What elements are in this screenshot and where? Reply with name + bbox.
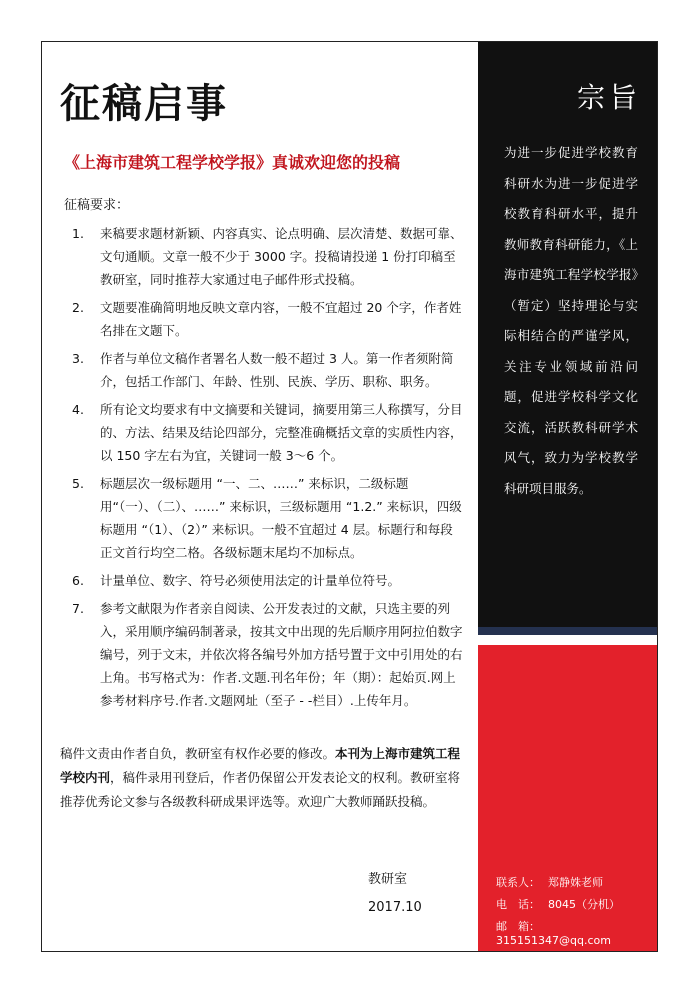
requirement-number: 5. bbox=[72, 476, 84, 491]
requirements-label: 征稿要求： bbox=[64, 198, 130, 213]
requirement-text-line: 文题要准确简明地反映文章内容，一般不宜超过 20 个字，作 bbox=[100, 300, 437, 315]
contact-email-row[interactable] bbox=[496, 918, 657, 947]
closing-text-3: 教研室将推荐优秀论文参与各级教科研成果评选等。欢迎广大教师踊跃投稿。 bbox=[60, 770, 461, 809]
requirement-text-line: 标题层次一级标题用 “一、二、……” 来标识，二级标题用 bbox=[100, 476, 409, 514]
requirement-text-line: 简介，包括工作部门、年龄、性别、民族、学历、职称、职务。 bbox=[100, 351, 454, 389]
closing-paragraph bbox=[60, 742, 468, 814]
contact-person-row bbox=[496, 874, 603, 890]
requirement-text-line: 四级标题用 “（1）、（2）” 来标识。一般不宜超过 4 层。标 bbox=[100, 499, 462, 537]
requirement-text-line: 者姓名排在文题下。 bbox=[100, 300, 462, 338]
navy-divider-bar bbox=[478, 627, 657, 635]
requirement-item bbox=[42, 472, 478, 564]
contact-email-label: 邮 箱： bbox=[496, 920, 540, 933]
contact-phone-label: 电 话： bbox=[496, 898, 540, 911]
requirement-number: 4. bbox=[72, 402, 84, 417]
contact-phone-row bbox=[496, 896, 620, 912]
requirement-item bbox=[42, 597, 478, 712]
requirement-text-line: 印稿至教研室，同时推荐大家通过电子邮件形式投稿。 bbox=[100, 249, 456, 287]
white-gap bbox=[478, 635, 657, 645]
purpose-panel bbox=[478, 42, 657, 627]
page-title: 征稿启事 bbox=[60, 81, 228, 127]
requirement-text-line: 来稿要求题材新颖、内容真实、论点明确、层次清楚、数据可 bbox=[100, 226, 438, 241]
requirements-list bbox=[42, 222, 478, 717]
requirement-text-line: 分目的、方法、结果及结论四部分，完整准确概括文章的实质 bbox=[100, 402, 463, 440]
requirement-text-line: 引用处的右上角。书写格式为：作者.文题.刊名年份；年 bbox=[100, 647, 463, 685]
requirement-text-line: “（一）、（二）、……” 来标识，三级标题用 “1.2.” 来标识， bbox=[112, 499, 437, 514]
contact-phone: 8045（分机） bbox=[548, 898, 620, 911]
requirement-item bbox=[42, 569, 478, 592]
department-signature: 教研室 bbox=[368, 872, 408, 887]
requirement-text-line: （期）：起始页.网上参考材料序号.作者.文题网址（至子 - - bbox=[100, 670, 456, 708]
requirement-text-line: 伯数字编号，列于文末，并依次将各编号外加方括号置于文中 bbox=[100, 624, 463, 662]
contact-panel bbox=[478, 645, 657, 951]
signature-date: 2017.10 bbox=[368, 900, 422, 915]
requirement-number: 2. bbox=[72, 300, 84, 315]
contact-person-label: 联系人： bbox=[496, 876, 540, 889]
requirement-text-line: 参考文献限为作者亲自阅读、公开发表过的文献，只选主要的 bbox=[100, 601, 438, 616]
contact-person: 郑静姝老师 bbox=[548, 876, 603, 889]
requirement-text-line: 计量单位、数字、符号必须使用法定的计量单位符号。 bbox=[100, 573, 401, 588]
requirement-text-line: 列入，采用顺序编码制著录，按其文中出现的先后顺序用阿拉 bbox=[100, 601, 451, 639]
closing-bold: 本刊为上海市建筑工程学校内刊 bbox=[60, 746, 461, 785]
requirement-number: 1. bbox=[72, 226, 84, 241]
requirement-item bbox=[42, 222, 478, 291]
requirement-text-line: 靠、文句通顺。文章一般不少于 3000 字。投稿请投递 1 份打 bbox=[100, 226, 463, 264]
requirement-text-line: 性内容，以 150 字左右为宜，关键词一般 3～6 个。 bbox=[100, 425, 463, 463]
requirement-item bbox=[42, 398, 478, 467]
requirement-text-line: 所有论文均要求有中文摘要和关键词，摘要用第三人称撰写， bbox=[100, 402, 438, 417]
journal-subtitle: 《上海市建筑工程学校学报》真诚欢迎您的投稿 bbox=[64, 153, 401, 172]
requirement-number: 7. bbox=[72, 601, 84, 616]
contact-email[interactable]: 315151347@qq.com bbox=[496, 934, 611, 947]
closing-text-1: 稿件文责由作者自负，教研室有权作必要的修改。 bbox=[60, 746, 336, 761]
requirement-text-line: 题行和每段正文首行均空二格。各级标题末尾均不加标点。 bbox=[100, 522, 453, 560]
requirement-text-line: 作者与单位文稿作者署名人数一般不超过 3 人。第一作者须附 bbox=[100, 351, 441, 366]
requirement-number: 6. bbox=[72, 573, 84, 588]
requirement-text-line: 栏目）.上传年月。 bbox=[312, 693, 417, 708]
main-column bbox=[42, 42, 478, 951]
requirement-item bbox=[42, 296, 478, 342]
purpose-title: 宗旨 bbox=[576, 81, 641, 114]
closing-text-2: ，稿件录用刊登后，作者仍保留公开发表论文的权利。 bbox=[110, 770, 411, 785]
requirement-number: 3. bbox=[72, 351, 84, 366]
purpose-text: 为进一步促进学校教育科研水为进一步促进学校教育科研水平，提升教师教育科研能力，《上海市建筑工程学校学报》（暂定）坚持理论与实际相结合的严谨学风，关注专业领域前沿问题，促进学校科学文化交流，活跃教科研学术风气，致力为学校教学科研项目服务。 bbox=[504, 145, 638, 496]
requirement-item bbox=[42, 347, 478, 393]
